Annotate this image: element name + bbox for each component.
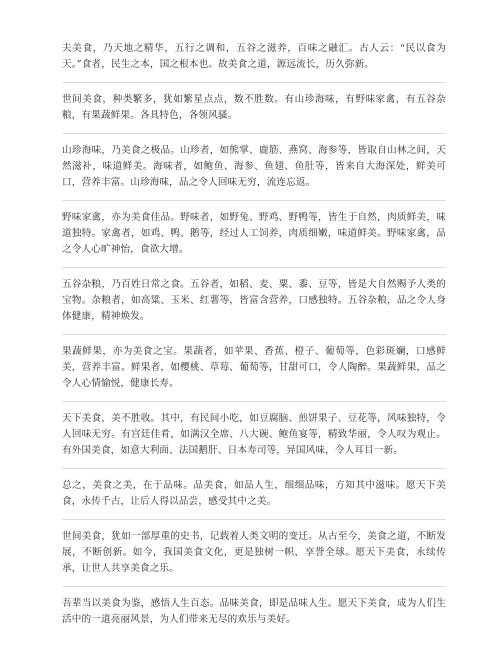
divider — [62, 401, 446, 402]
paragraph-3: 山珍海味，乃美食之极品。山珍者，如熊掌、鹿筋、燕窝、海参等，皆取自山林之间，天然滋补，味道鲜美。海味者，如鲍鱼、海参、鱼翅、鱼肚等，皆来自大海深处，鲜美可口，营养丰富。山珍海味，品之令人回味无穷，流连忘返。 — [62, 145, 446, 188]
divider — [62, 200, 446, 201]
paragraph-4: 野味家禽，亦为美食佳品。野味者，如野兔、野鸡、野鸭等，皆生于自然，肉质鲜美，味道独特。家禽者，如鸡、鸭、鹅等，经过人工饲养，肉质细嫩，味道鲜美。野味家禽，品之令人心旷神怡，食欲大增。 — [62, 212, 446, 255]
paragraph-1: 夫美食，乃天地之精华，五行之调和，五谷之滋养，百味之融汇。古人云：“民以食为天。”食者，民生之本，国之根本也。故美食之道，源远流长，历久弥新。 — [62, 43, 446, 70]
divider — [62, 468, 446, 469]
document-body — [62, 41, 446, 637]
divider — [62, 586, 446, 587]
divider — [62, 334, 446, 335]
paragraph-10: 吾辈当以美食为鉴，感悟人生百态。品味美食，即是品味人生。愿天下美食，成为人们生活中的一道亮丽风景，为人们带来无尽的欢乐与美好。 — [62, 598, 446, 625]
paragraph-2: 世间美食，种类繁多，犹如繁星点点，数不胜数。有山珍海味，有野味家禽，有五谷杂粮，有果蔬鲜果。各具特色，各领风骚。 — [62, 94, 446, 121]
divider — [62, 133, 446, 134]
paragraph-8: 总之，美食之美，在于品味。品美食，如品人生，细细品味，方知其中滋味。愿天下美食，永传千古，让后人得以品尝，感受其中之美。 — [62, 480, 446, 507]
paragraph-6: 果蔬鲜果，亦为美食之宝。果蔬者，如苹果、香蕉、橙子、葡萄等，色彩斑斓，口感鲜美，营养丰富。鲜果者，如樱桃、草莓、葡萄等，甘甜可口，令人陶醉。果蔬鲜果，品之令人心情愉悦，健康长寿。 — [62, 346, 446, 389]
divider — [62, 82, 446, 83]
paragraph-7: 天下美食，美不胜收。其中，有民间小吃，如豆腐脑、煎饼果子、豆花等，风味独特，令人回味无穷。有宫廷佳肴，如满汉全席、八大碗、鲍鱼宴等，精致华丽，令人叹为观止。有外国美食，如意大利面、法国鹅肝、日本寿司等，异国风味，令人耳目一新。 — [62, 413, 446, 456]
divider — [62, 519, 446, 520]
paragraph-5: 五谷杂粮，乃百姓日常之食。五谷者，如稻、麦、粟、黍、豆等，皆是大自然赐予人类的宝物。杂粮者，如高粱、玉米、红薯等，皆富含营养，口感独特。五谷杂粮，品之令人身体健康，精神焕发。 — [62, 279, 446, 322]
paragraph-9: 世间美食，犹如一部厚重的史书，记载着人类文明的变迁。从古至今，美食之道，不断发展，不断创新。如今，我国美食文化，更是独树一帜，享誉全球。愿天下美食，永续传承，让世人共享美食之乐。 — [62, 531, 446, 574]
divider — [62, 267, 446, 268]
